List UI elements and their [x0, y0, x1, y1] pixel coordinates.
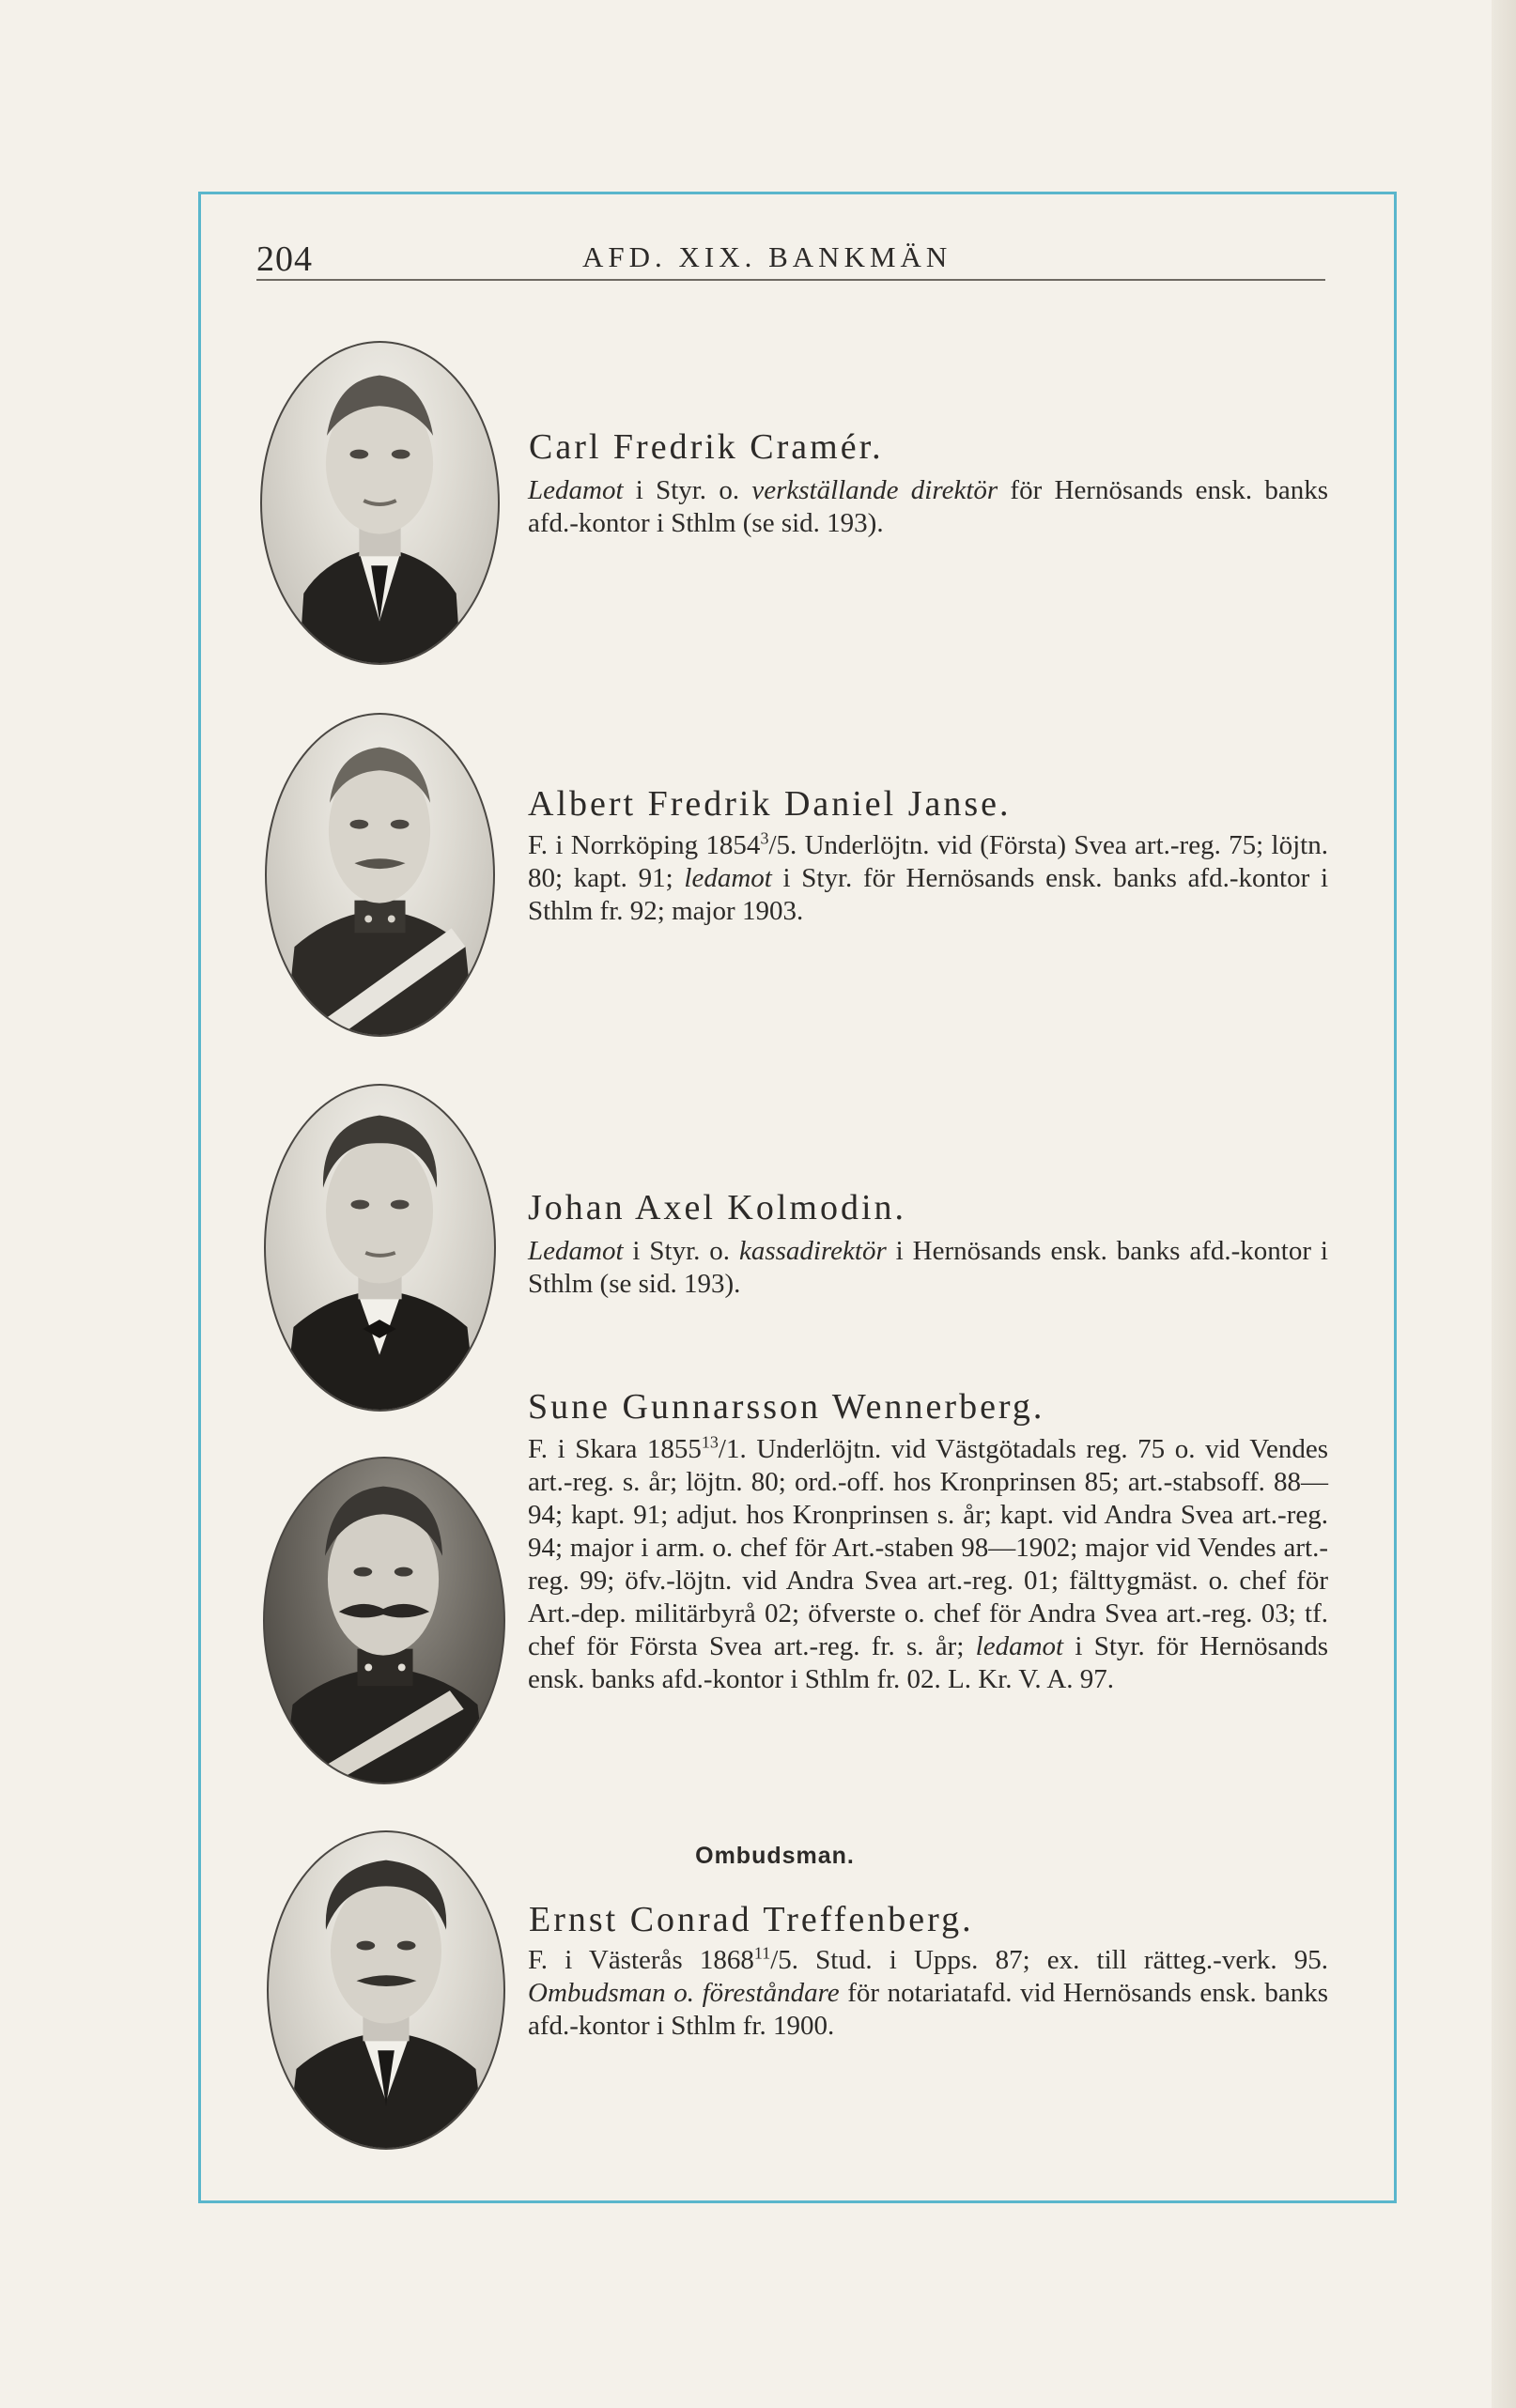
bio-italic-run: ledamot	[975, 1631, 1064, 1661]
bio-text-run: F. i Skara 1855	[528, 1434, 702, 1464]
section-subheading: Ombudsman.	[695, 1843, 855, 1869]
bio-text-run: /5. Stud. i Upps. 87; ex. till rätteg.-verk. 95.	[770, 1945, 1329, 1975]
entry-bio-treffenberg	[528, 1944, 1328, 2043]
portrait-wennerberg-image	[263, 1457, 505, 1784]
entry-bio-janse	[528, 829, 1328, 928]
entry-name-treffenberg: Ernst Conrad Treffenberg.	[529, 1900, 974, 1939]
portrait-kolmodin-image	[264, 1084, 496, 1412]
page-number: 204	[256, 239, 313, 279]
paper-edge	[1492, 0, 1516, 2408]
entry-name-wennerberg: Sune Gunnarsson Wennerberg.	[528, 1387, 1045, 1427]
bio-text-run: i Styr. för Hernösands ensk. banks afd.-kontor i Sthlm fr. 02. L. Kr. V. A. 97.	[528, 1631, 1328, 1694]
entry-name-cramer: Carl Fredrik Cramér.	[529, 427, 884, 467]
bio-italic-run: ledamot	[684, 863, 772, 893]
bio-text-run: i Styr. o.	[623, 1236, 739, 1266]
entry-bio-kolmodin	[528, 1235, 1328, 1301]
portrait-janse-image	[265, 713, 495, 1037]
bio-superscript: 13	[701, 1432, 719, 1452]
bio-text-run: i Styr. o.	[623, 475, 752, 505]
section-title: AFD. XIX. BANKMÄN	[582, 240, 952, 273]
bio-text-run	[666, 1978, 674, 2008]
bio-italic-run: Ledamot	[528, 1236, 624, 1266]
bio-text-run: /5. Underlöjtn. vid (Första) Svea art.-reg. 75; löjtn. 80; kapt. 91;	[528, 830, 1328, 893]
running-head	[256, 235, 1325, 280]
bio-italic-run: verkställande direktör	[751, 475, 998, 505]
bio-text-run: i Styr. för Hernösands ensk. banks afd.-kontor i Sthlm fr. 92; major 1903.	[528, 863, 1328, 926]
portrait-treffenberg-image	[267, 1830, 505, 2150]
bio-text-run: i Hernösands ensk. banks afd.-kontor i Sthlm (se sid. 193).	[528, 1236, 1328, 1299]
bio-italic-run: kassadirektör	[738, 1236, 887, 1266]
bio-text-run: för notariatafd. vid Hernösands ensk. banks afd.-kontor i Sthlm fr. 1900.	[528, 1978, 1329, 2041]
bio-italic-run: o. föreståndare	[673, 1978, 840, 2008]
bio-italic-run: Ombudsman	[528, 1978, 666, 2008]
bio-text-run: F. i Västerås 1868	[528, 1945, 754, 1975]
bio-italic-run: Ledamot	[528, 475, 624, 505]
portrait-cramer-image	[260, 341, 500, 665]
entry-bio-wennerberg	[528, 1433, 1328, 1696]
bio-superscript: 11	[753, 1943, 771, 1963]
bio-superscript: 3	[760, 828, 769, 848]
entry-name-kolmodin: Johan Axel Kolmodin.	[528, 1188, 907, 1227]
header-rule	[256, 279, 1325, 281]
bio-text-run: F. i Norrköping 1854	[528, 830, 761, 860]
entry-bio-cramer	[528, 474, 1328, 540]
bio-text-run: för Hernösands ensk. banks afd.-kontor i Sthlm (se sid. 193).	[528, 475, 1328, 538]
bio-text-run: /1. Underlöjtn. vid Västgötadals reg. 75 o. vid Vendes art.-reg. s. år; löjtn. 80; ord.-off. hos Kronprinsen 85; art.-stabsoff. 88—94; kapt. 91; adjut. hos Kronprinsen s. år; kapt. vid Andra Svea art.-reg. 94; major i arm. o. chef för Art.-staben 98—1902; major vid Vendes art.-reg. 99; öfv.-löjtn. vid Andra Svea art.-reg. 01; fälttygmäst. o. chef för Art.-dep. militärbyrå 02; öfverste o. chef för Andra Svea art.-reg. 03; tf. chef för Första Svea art.-reg. fr. s. år;	[528, 1434, 1328, 1661]
entry-name-janse: Albert Fredrik Daniel Janse.	[528, 784, 1012, 824]
